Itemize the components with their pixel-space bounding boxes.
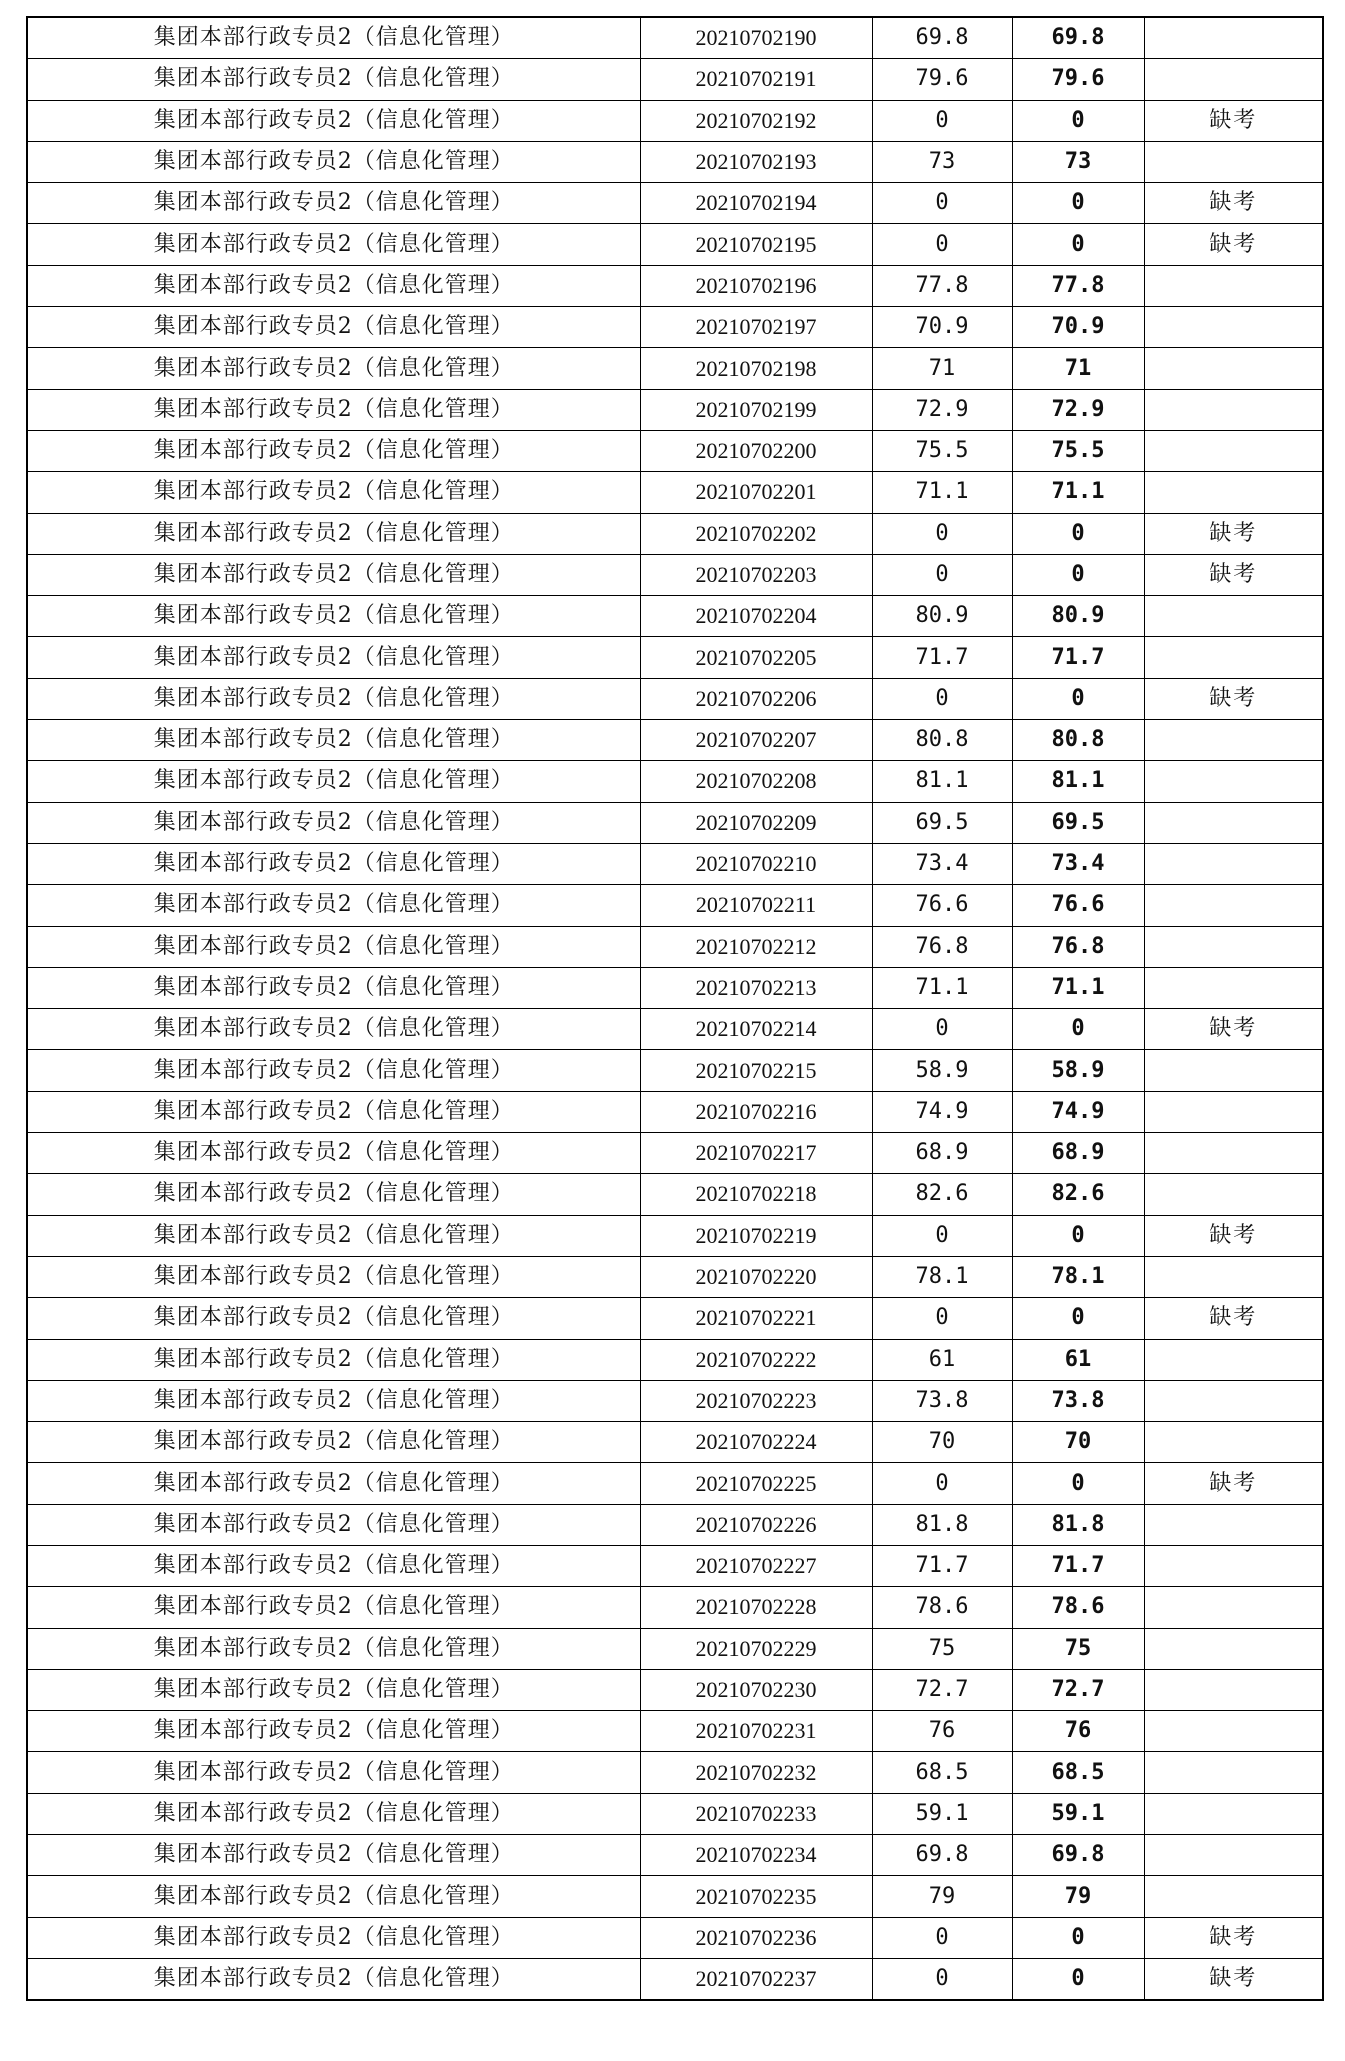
- table-row: [27, 678, 1323, 719]
- table-row: [27, 141, 1323, 182]
- exam-id-cell: 20210702227: [640, 1545, 872, 1586]
- position-cell: 集团本部行政专员2（信息化管理）: [27, 1587, 640, 1628]
- table-row: [27, 554, 1323, 595]
- exam-id-cell: 20210702199: [640, 389, 872, 430]
- position-cell: 集团本部行政专员2（信息化管理）: [27, 1835, 640, 1876]
- exam-id-cell: 20210702234: [640, 1835, 872, 1876]
- table-row: [27, 885, 1323, 926]
- final-score-cell: 80.9: [1012, 596, 1144, 637]
- remark-cell: 缺考: [1144, 183, 1323, 224]
- exam-id-cell: 20210702220: [640, 1256, 872, 1297]
- final-score-cell: 73: [1012, 141, 1144, 182]
- position-cell: 集团本部行政专员2（信息化管理）: [27, 1009, 640, 1050]
- remark-cell: [1144, 307, 1323, 348]
- remark-cell: [1144, 1628, 1323, 1669]
- table-row: [27, 637, 1323, 678]
- table-row: [27, 1422, 1323, 1463]
- table-row: [27, 59, 1323, 100]
- remark-cell: [1144, 1380, 1323, 1421]
- score-cell: 71.1: [872, 472, 1012, 513]
- table-row: [27, 1298, 1323, 1339]
- score-cell: 69.8: [872, 1835, 1012, 1876]
- exam-id-cell: 20210702196: [640, 265, 872, 306]
- position-cell: 集团本部行政专员2（信息化管理）: [27, 1958, 640, 2000]
- final-score-cell: 0: [1012, 183, 1144, 224]
- position-cell: 集团本部行政专员2（信息化管理）: [27, 307, 640, 348]
- exam-id-cell: 20210702218: [640, 1174, 872, 1215]
- remark-cell: [1144, 761, 1323, 802]
- position-cell: 集团本部行政专员2（信息化管理）: [27, 596, 640, 637]
- exam-id-cell: 20210702216: [640, 1091, 872, 1132]
- exam-id-cell: 20210702194: [640, 183, 872, 224]
- remark-cell: [1144, 1669, 1323, 1710]
- final-score-cell: 78.6: [1012, 1587, 1144, 1628]
- table-row: [27, 1628, 1323, 1669]
- score-table-body: [27, 17, 1323, 2000]
- final-score-cell: 0: [1012, 554, 1144, 595]
- position-cell: 集团本部行政专员2（信息化管理）: [27, 1917, 640, 1958]
- exam-id-cell: 20210702191: [640, 59, 872, 100]
- score-cell: 68.9: [872, 1133, 1012, 1174]
- position-cell: 集团本部行政专员2（信息化管理）: [27, 183, 640, 224]
- score-cell: 72.7: [872, 1669, 1012, 1710]
- table-row: [27, 265, 1323, 306]
- remark-cell: [1144, 1876, 1323, 1917]
- final-score-cell: 73.4: [1012, 843, 1144, 884]
- score-cell: 76.6: [872, 885, 1012, 926]
- score-cell: 70: [872, 1422, 1012, 1463]
- position-cell: 集团本部行政专员2（信息化管理）: [27, 761, 640, 802]
- position-cell: 集团本部行政专员2（信息化管理）: [27, 885, 640, 926]
- table-row: [27, 1050, 1323, 1091]
- remark-cell: [1144, 1752, 1323, 1793]
- table-row: [27, 183, 1323, 224]
- table-row: [27, 348, 1323, 389]
- final-score-cell: 0: [1012, 1958, 1144, 2000]
- table-row: [27, 100, 1323, 141]
- final-score-cell: 0: [1012, 1298, 1144, 1339]
- position-cell: 集团本部行政专员2（信息化管理）: [27, 926, 640, 967]
- score-cell: 0: [872, 1009, 1012, 1050]
- final-score-cell: 75: [1012, 1628, 1144, 1669]
- exam-id-cell: 20210702211: [640, 885, 872, 926]
- position-cell: 集团本部行政专员2（信息化管理）: [27, 1133, 640, 1174]
- position-cell: 集团本部行政专员2（信息化管理）: [27, 1545, 640, 1586]
- score-cell: 61: [872, 1339, 1012, 1380]
- final-score-cell: 77.8: [1012, 265, 1144, 306]
- final-score-cell: 58.9: [1012, 1050, 1144, 1091]
- exam-id-cell: 20210702215: [640, 1050, 872, 1091]
- score-cell: 0: [872, 1215, 1012, 1256]
- exam-id-cell: 20210702237: [640, 1958, 872, 2000]
- score-cell: 70.9: [872, 307, 1012, 348]
- final-score-cell: 69.8: [1012, 17, 1144, 59]
- score-cell: 0: [872, 183, 1012, 224]
- table-row: [27, 1876, 1323, 1917]
- final-score-cell: 69.8: [1012, 1835, 1144, 1876]
- score-cell: 80.9: [872, 596, 1012, 637]
- final-score-cell: 70: [1012, 1422, 1144, 1463]
- remark-cell: 缺考: [1144, 678, 1323, 719]
- exam-id-cell: 20210702224: [640, 1422, 872, 1463]
- position-cell: 集团本部行政专员2（信息化管理）: [27, 224, 640, 265]
- exam-id-cell: 20210702210: [640, 843, 872, 884]
- final-score-cell: 69.5: [1012, 802, 1144, 843]
- table-row: [27, 1587, 1323, 1628]
- remark-cell: 缺考: [1144, 1215, 1323, 1256]
- exam-id-cell: 20210702232: [640, 1752, 872, 1793]
- position-cell: 集团本部行政专员2（信息化管理）: [27, 1256, 640, 1297]
- final-score-cell: 71.7: [1012, 1545, 1144, 1586]
- position-cell: 集团本部行政专员2（信息化管理）: [27, 1298, 640, 1339]
- score-cell: 82.6: [872, 1174, 1012, 1215]
- remark-cell: [1144, 1256, 1323, 1297]
- position-cell: 集团本部行政专员2（信息化管理）: [27, 967, 640, 1008]
- exam-id-cell: 20210702217: [640, 1133, 872, 1174]
- table-row: [27, 596, 1323, 637]
- final-score-cell: 75.5: [1012, 430, 1144, 471]
- final-score-cell: 81.1: [1012, 761, 1144, 802]
- remark-cell: [1144, 1587, 1323, 1628]
- final-score-cell: 71: [1012, 348, 1144, 389]
- remark-cell: 缺考: [1144, 100, 1323, 141]
- table-row: [27, 761, 1323, 802]
- score-cell: 0: [872, 1463, 1012, 1504]
- final-score-cell: 71.1: [1012, 472, 1144, 513]
- table-row: [27, 1958, 1323, 2000]
- exam-id-cell: 20210702223: [640, 1380, 872, 1421]
- exam-id-cell: 20210702228: [640, 1587, 872, 1628]
- position-cell: 集团本部行政专员2（信息化管理）: [27, 1422, 640, 1463]
- exam-id-cell: 20210702206: [640, 678, 872, 719]
- score-cell: 0: [872, 1958, 1012, 2000]
- exam-id-cell: 20210702209: [640, 802, 872, 843]
- table-row: [27, 1463, 1323, 1504]
- score-cell: 81.1: [872, 761, 1012, 802]
- table-row: [27, 1091, 1323, 1132]
- final-score-cell: 81.8: [1012, 1504, 1144, 1545]
- table-row: [27, 224, 1323, 265]
- final-score-cell: 0: [1012, 1215, 1144, 1256]
- exam-id-cell: 20210702219: [640, 1215, 872, 1256]
- score-cell: 81.8: [872, 1504, 1012, 1545]
- exam-id-cell: 20210702225: [640, 1463, 872, 1504]
- final-score-cell: 70.9: [1012, 307, 1144, 348]
- position-cell: 集团本部行政专员2（信息化管理）: [27, 1752, 640, 1793]
- score-cell: 74.9: [872, 1091, 1012, 1132]
- position-cell: 集团本部行政专员2（信息化管理）: [27, 554, 640, 595]
- exam-id-cell: 20210702204: [640, 596, 872, 637]
- remark-cell: [1144, 1091, 1323, 1132]
- position-cell: 集团本部行政专员2（信息化管理）: [27, 472, 640, 513]
- score-cell: 68.5: [872, 1752, 1012, 1793]
- table-row: [27, 720, 1323, 761]
- remark-cell: [1144, 59, 1323, 100]
- table-row: [27, 513, 1323, 554]
- exam-id-cell: 20210702222: [640, 1339, 872, 1380]
- position-cell: 集团本部行政专员2（信息化管理）: [27, 843, 640, 884]
- score-cell: 0: [872, 224, 1012, 265]
- exam-id-cell: 20210702221: [640, 1298, 872, 1339]
- exam-id-cell: 20210702195: [640, 224, 872, 265]
- table-row: [27, 1793, 1323, 1834]
- score-cell: 79.6: [872, 59, 1012, 100]
- remark-cell: [1144, 596, 1323, 637]
- final-score-cell: 0: [1012, 224, 1144, 265]
- final-score-cell: 59.1: [1012, 1793, 1144, 1834]
- position-cell: 集团本部行政专员2（信息化管理）: [27, 1793, 640, 1834]
- remark-cell: [1144, 1133, 1323, 1174]
- remark-cell: 缺考: [1144, 1958, 1323, 2000]
- remark-cell: 缺考: [1144, 554, 1323, 595]
- table-row: [27, 1256, 1323, 1297]
- position-cell: 集团本部行政专员2（信息化管理）: [27, 430, 640, 471]
- position-cell: 集团本部行政专员2（信息化管理）: [27, 1339, 640, 1380]
- remark-cell: [1144, 1050, 1323, 1091]
- exam-id-cell: 20210702229: [640, 1628, 872, 1669]
- table-row: [27, 1545, 1323, 1586]
- table-row: [27, 843, 1323, 884]
- table-row: [27, 802, 1323, 843]
- score-cell: 69.5: [872, 802, 1012, 843]
- score-cell: 78.1: [872, 1256, 1012, 1297]
- final-score-cell: 78.1: [1012, 1256, 1144, 1297]
- exam-id-cell: 20210702192: [640, 100, 872, 141]
- exam-id-cell: 20210702197: [640, 307, 872, 348]
- table-row: [27, 307, 1323, 348]
- final-score-cell: 76.8: [1012, 926, 1144, 967]
- remark-cell: [1144, 926, 1323, 967]
- remark-cell: [1144, 1504, 1323, 1545]
- score-cell: 0: [872, 554, 1012, 595]
- position-cell: 集团本部行政专员2（信息化管理）: [27, 513, 640, 554]
- score-cell: 76: [872, 1711, 1012, 1752]
- exam-id-cell: 20210702235: [640, 1876, 872, 1917]
- remark-cell: [1144, 802, 1323, 843]
- position-cell: 集团本部行政专员2（信息化管理）: [27, 59, 640, 100]
- remark-cell: [1144, 265, 1323, 306]
- remark-cell: [1144, 1835, 1323, 1876]
- exam-id-cell: 20210702205: [640, 637, 872, 678]
- score-cell: 0: [872, 678, 1012, 719]
- final-score-cell: 68.9: [1012, 1133, 1144, 1174]
- remark-cell: [1144, 1339, 1323, 1380]
- final-score-cell: 0: [1012, 1463, 1144, 1504]
- table-row: [27, 926, 1323, 967]
- remark-cell: [1144, 348, 1323, 389]
- final-score-cell: 0: [1012, 678, 1144, 719]
- final-score-cell: 68.5: [1012, 1752, 1144, 1793]
- remark-cell: 缺考: [1144, 224, 1323, 265]
- exam-id-cell: 20210702233: [640, 1793, 872, 1834]
- position-cell: 集团本部行政专员2（信息化管理）: [27, 141, 640, 182]
- final-score-cell: 79.6: [1012, 59, 1144, 100]
- exam-id-cell: 20210702213: [640, 967, 872, 1008]
- position-cell: 集团本部行政专员2（信息化管理）: [27, 1876, 640, 1917]
- table-row: [27, 1669, 1323, 1710]
- score-cell: 71.1: [872, 967, 1012, 1008]
- score-cell: 75.5: [872, 430, 1012, 471]
- remark-cell: [1144, 430, 1323, 471]
- position-cell: 集团本部行政专员2（信息化管理）: [27, 1091, 640, 1132]
- remark-cell: [1144, 141, 1323, 182]
- final-score-cell: 72.9: [1012, 389, 1144, 430]
- score-cell: 73: [872, 141, 1012, 182]
- table-row: [27, 1711, 1323, 1752]
- table-row: [27, 1917, 1323, 1958]
- position-cell: 集团本部行政专员2（信息化管理）: [27, 389, 640, 430]
- remark-cell: 缺考: [1144, 1009, 1323, 1050]
- final-score-cell: 0: [1012, 1917, 1144, 1958]
- position-cell: 集团本部行政专员2（信息化管理）: [27, 678, 640, 719]
- exam-id-cell: 20210702201: [640, 472, 872, 513]
- exam-id-cell: 20210702202: [640, 513, 872, 554]
- position-cell: 集团本部行政专员2（信息化管理）: [27, 1380, 640, 1421]
- position-cell: 集团本部行政专员2（信息化管理）: [27, 1669, 640, 1710]
- score-cell: 79: [872, 1876, 1012, 1917]
- table-row: [27, 430, 1323, 471]
- table-row: [27, 1504, 1323, 1545]
- remark-cell: [1144, 389, 1323, 430]
- position-cell: 集团本部行政专员2（信息化管理）: [27, 720, 640, 761]
- final-score-cell: 74.9: [1012, 1091, 1144, 1132]
- position-cell: 集团本部行政专员2（信息化管理）: [27, 1463, 640, 1504]
- position-cell: 集团本部行政专员2（信息化管理）: [27, 1174, 640, 1215]
- score-cell: 76.8: [872, 926, 1012, 967]
- remark-cell: [1144, 1422, 1323, 1463]
- exam-id-cell: 20210702212: [640, 926, 872, 967]
- final-score-cell: 76: [1012, 1711, 1144, 1752]
- remark-cell: 缺考: [1144, 1917, 1323, 1958]
- remark-cell: [1144, 472, 1323, 513]
- exam-id-cell: 20210702226: [640, 1504, 872, 1545]
- position-cell: 集团本部行政专员2（信息化管理）: [27, 1504, 640, 1545]
- final-score-cell: 79: [1012, 1876, 1144, 1917]
- remark-cell: [1144, 637, 1323, 678]
- position-cell: 集团本部行政专员2（信息化管理）: [27, 802, 640, 843]
- position-cell: 集团本部行政专员2（信息化管理）: [27, 637, 640, 678]
- remark-cell: [1144, 1174, 1323, 1215]
- exam-id-cell: 20210702236: [640, 1917, 872, 1958]
- exam-id-cell: 20210702208: [640, 761, 872, 802]
- score-cell: 72.9: [872, 389, 1012, 430]
- score-cell: 77.8: [872, 265, 1012, 306]
- remark-cell: [1144, 720, 1323, 761]
- table-row: [27, 389, 1323, 430]
- score-cell: 0: [872, 100, 1012, 141]
- score-cell: 71.7: [872, 637, 1012, 678]
- exam-id-cell: 20210702200: [640, 430, 872, 471]
- score-cell: 0: [872, 513, 1012, 554]
- remark-cell: [1144, 17, 1323, 59]
- exam-id-cell: 20210702198: [640, 348, 872, 389]
- remark-cell: [1144, 1545, 1323, 1586]
- table-row: [27, 1133, 1323, 1174]
- score-cell: 78.6: [872, 1587, 1012, 1628]
- final-score-cell: 72.7: [1012, 1669, 1144, 1710]
- position-cell: 集团本部行政专员2（信息化管理）: [27, 100, 640, 141]
- exam-id-cell: 20210702230: [640, 1669, 872, 1710]
- score-cell: 0: [872, 1917, 1012, 1958]
- final-score-cell: 0: [1012, 1009, 1144, 1050]
- remark-cell: 缺考: [1144, 1463, 1323, 1504]
- table-row: [27, 472, 1323, 513]
- score-cell: 73.8: [872, 1380, 1012, 1421]
- position-cell: 集团本部行政专员2（信息化管理）: [27, 1050, 640, 1091]
- final-score-cell: 82.6: [1012, 1174, 1144, 1215]
- table-row: [27, 17, 1323, 59]
- position-cell: 集团本部行政专员2（信息化管理）: [27, 265, 640, 306]
- final-score-cell: 71.1: [1012, 967, 1144, 1008]
- exam-id-cell: 20210702203: [640, 554, 872, 595]
- exam-id-cell: 20210702190: [640, 17, 872, 59]
- exam-id-cell: 20210702207: [640, 720, 872, 761]
- remark-cell: [1144, 1793, 1323, 1834]
- remark-cell: 缺考: [1144, 1298, 1323, 1339]
- remark-cell: [1144, 1711, 1323, 1752]
- score-cell: 80.8: [872, 720, 1012, 761]
- table-row: [27, 1174, 1323, 1215]
- remark-cell: [1144, 885, 1323, 926]
- score-cell: 71: [872, 348, 1012, 389]
- position-cell: 集团本部行政专员2（信息化管理）: [27, 17, 640, 59]
- position-cell: 集团本部行政专员2（信息化管理）: [27, 1628, 640, 1669]
- table-row: [27, 967, 1323, 1008]
- position-cell: 集团本部行政专员2（信息化管理）: [27, 1711, 640, 1752]
- score-cell: 59.1: [872, 1793, 1012, 1834]
- final-score-cell: 0: [1012, 513, 1144, 554]
- score-cell: 58.9: [872, 1050, 1012, 1091]
- final-score-cell: 76.6: [1012, 885, 1144, 926]
- table-row: [27, 1339, 1323, 1380]
- remark-cell: [1144, 843, 1323, 884]
- table-row: [27, 1835, 1323, 1876]
- score-cell: 69.8: [872, 17, 1012, 59]
- position-cell: 集团本部行政专员2（信息化管理）: [27, 348, 640, 389]
- position-cell: 集团本部行政专员2（信息化管理）: [27, 1215, 640, 1256]
- final-score-cell: 61: [1012, 1339, 1144, 1380]
- exam-id-cell: 20210702193: [640, 141, 872, 182]
- score-cell: 71.7: [872, 1545, 1012, 1586]
- final-score-cell: 71.7: [1012, 637, 1144, 678]
- remark-cell: 缺考: [1144, 513, 1323, 554]
- exam-id-cell: 20210702214: [640, 1009, 872, 1050]
- exam-id-cell: 20210702231: [640, 1711, 872, 1752]
- table-row: [27, 1009, 1323, 1050]
- final-score-cell: 80.8: [1012, 720, 1144, 761]
- table-row: [27, 1215, 1323, 1256]
- score-cell: 73.4: [872, 843, 1012, 884]
- table-row: [27, 1752, 1323, 1793]
- final-score-cell: 0: [1012, 100, 1144, 141]
- remark-cell: [1144, 967, 1323, 1008]
- final-score-cell: 73.8: [1012, 1380, 1144, 1421]
- score-cell: 0: [872, 1298, 1012, 1339]
- score-cell: 75: [872, 1628, 1012, 1669]
- table-row: [27, 1380, 1323, 1421]
- score-table: [26, 16, 1324, 2001]
